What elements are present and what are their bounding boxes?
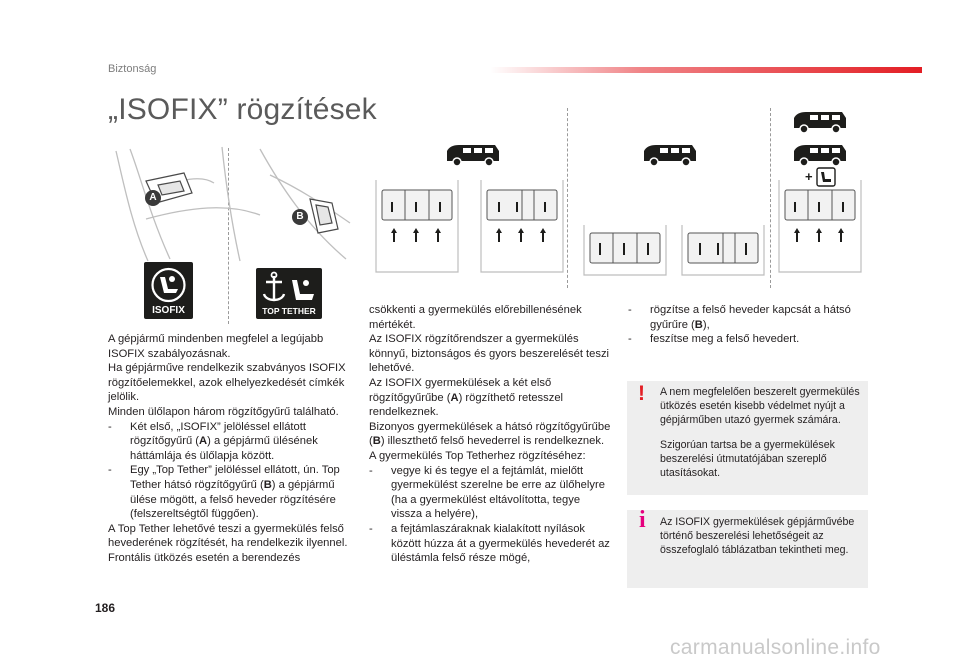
list-text: feszítse meg a felső hevedert. — [650, 333, 800, 346]
seat-layout-diagram-1 — [372, 180, 462, 276]
warning-icon: ! — [638, 382, 645, 405]
list-dash: - — [108, 464, 112, 477]
warning-note — [627, 381, 868, 495]
text-column-2 — [369, 303, 613, 566]
paragraph: A gépjármű mindenben megfelel a legújabb ISOFIX szabályozásnak. — [108, 333, 324, 360]
paragraph: csökkenti a gyermekülés előrebillenésének mértékét. — [369, 304, 582, 331]
list-text: a fejtámlaszáraknak kialakított nyílások között húzza át a gyermekülés hevederét az üléstámla felső része mögé, — [391, 522, 610, 565]
paragraph: Az ISOFIX rögzítőrendszer a gyermekülés könnyű, biztonságos és gyors beszerelését teszi lehetővé. — [369, 333, 610, 375]
van-icon-1 — [443, 143, 503, 167]
van-icon-4 — [790, 143, 850, 167]
seat-layout-diagram-2 — [477, 180, 567, 276]
van-icon-3 — [790, 110, 850, 134]
text-column-1 — [108, 332, 353, 566]
info-icon: i — [639, 507, 646, 533]
top-tether-caption: TOP TETHER — [262, 306, 316, 316]
header-rule — [490, 67, 922, 73]
paragraph: Az ISOFIX gyermekülések a két első rögzítőgyűrűbe (A) rögzíthető retesszel rendelkeznek. — [369, 376, 564, 419]
divider-3 — [770, 108, 771, 288]
list-item — [369, 522, 613, 566]
paragraph: Minden ülőlapon három rögzítőgyűrű található. — [108, 405, 339, 418]
page-title: „ISOFIX” rögzítések — [108, 93, 377, 126]
info-note — [627, 507, 868, 588]
text-column-3 — [628, 303, 868, 347]
list-text: vegye ki és tegye el a fejtámlát, mielőtt gyermekülést szerelne be erre az ülőhelyre (ha a gyermekülést eltávolította, tegye vissza a helyére), — [391, 464, 605, 521]
seat-layout-diagram-3 — [580, 225, 670, 277]
list-text: Két első, „ISOFIX” jelöléssel ellátott rögzítőgyűrű (A) a gépjármű ülésének háttámlája és ülőlapja között. — [130, 420, 318, 462]
list-item — [628, 303, 868, 332]
list-dash: - — [369, 522, 373, 535]
isofix-label-badge — [144, 262, 193, 319]
warning-text-1: A nem megfelelően beszerelt gyermekülés ütközés esetén kisebb védelmet nyújt a gépjárműben utazó gyermek számára. — [660, 386, 860, 427]
svg-text:+: + — [805, 169, 813, 184]
list-dash: - — [108, 420, 112, 433]
list-dash: - — [369, 464, 373, 477]
list-dash: - — [628, 304, 632, 316]
warning-text-2: Szigorúan tartsa be a gyermekülések beszerelési útmutatójában szereplő utasításokat. — [660, 438, 835, 480]
paragraph: A gyermekülés Top Tetherhez rögzítéséhez: — [369, 449, 586, 462]
van-icon-2 — [640, 143, 700, 167]
watermark: carmanualsonline.info — [670, 636, 881, 659]
paragraph: Bizonyos gyermekülések a hátsó rögzítőgyűrűbe (B) illeszthető felső hevederrel is rendelkeznek. — [369, 420, 611, 448]
info-text: Az ISOFIX gyermekülések gépjárművébe történő beszerelési lehetőségeit az összefoglaló táblázatban tekintheti meg. — [660, 516, 855, 557]
marker-b: B — [292, 209, 308, 225]
top-tether-label-badge — [256, 268, 322, 319]
marker-a: A — [145, 190, 161, 206]
list-item — [369, 464, 613, 522]
list-text: Egy „Top Tether” jelöléssel ellátott, ún. Top Tether hátsó rögzítőgyűrű (B) a gépjármű ülése mögött, a felső heveder rögzítésére (felszereltségtől függően). — [130, 464, 340, 521]
seat-layout-diagram-5 — [775, 180, 865, 276]
child-seat-icon — [144, 265, 193, 305]
page-number: 186 — [95, 601, 116, 615]
list-item — [108, 463, 353, 521]
anchor-icon — [256, 270, 322, 308]
paragraph: A Top Tether lehetővé teszi a gyermekülés felső hevederének rögzítését, ha rendelkezik ilyennel. Frontális ütközés esetén a berendezés — [108, 522, 348, 564]
list-dash: - — [628, 333, 632, 346]
divider-2 — [567, 108, 568, 288]
paragraph: Ha gépjárműve rendelkezik szabványos ISOFIX rögzítőelemekkel, azok elhelyezkedését címkék jelölik. — [108, 362, 346, 404]
seat-layout-diagram-4 — [678, 225, 768, 277]
list-item — [628, 332, 868, 347]
isofix-caption: ISOFIX — [152, 305, 185, 316]
section-label: Biztonság — [108, 63, 157, 75]
list-text: rögzítse a felső heveder kapcsát a hátsó gyűrűre (B), — [650, 304, 851, 331]
list-item — [108, 420, 353, 464]
